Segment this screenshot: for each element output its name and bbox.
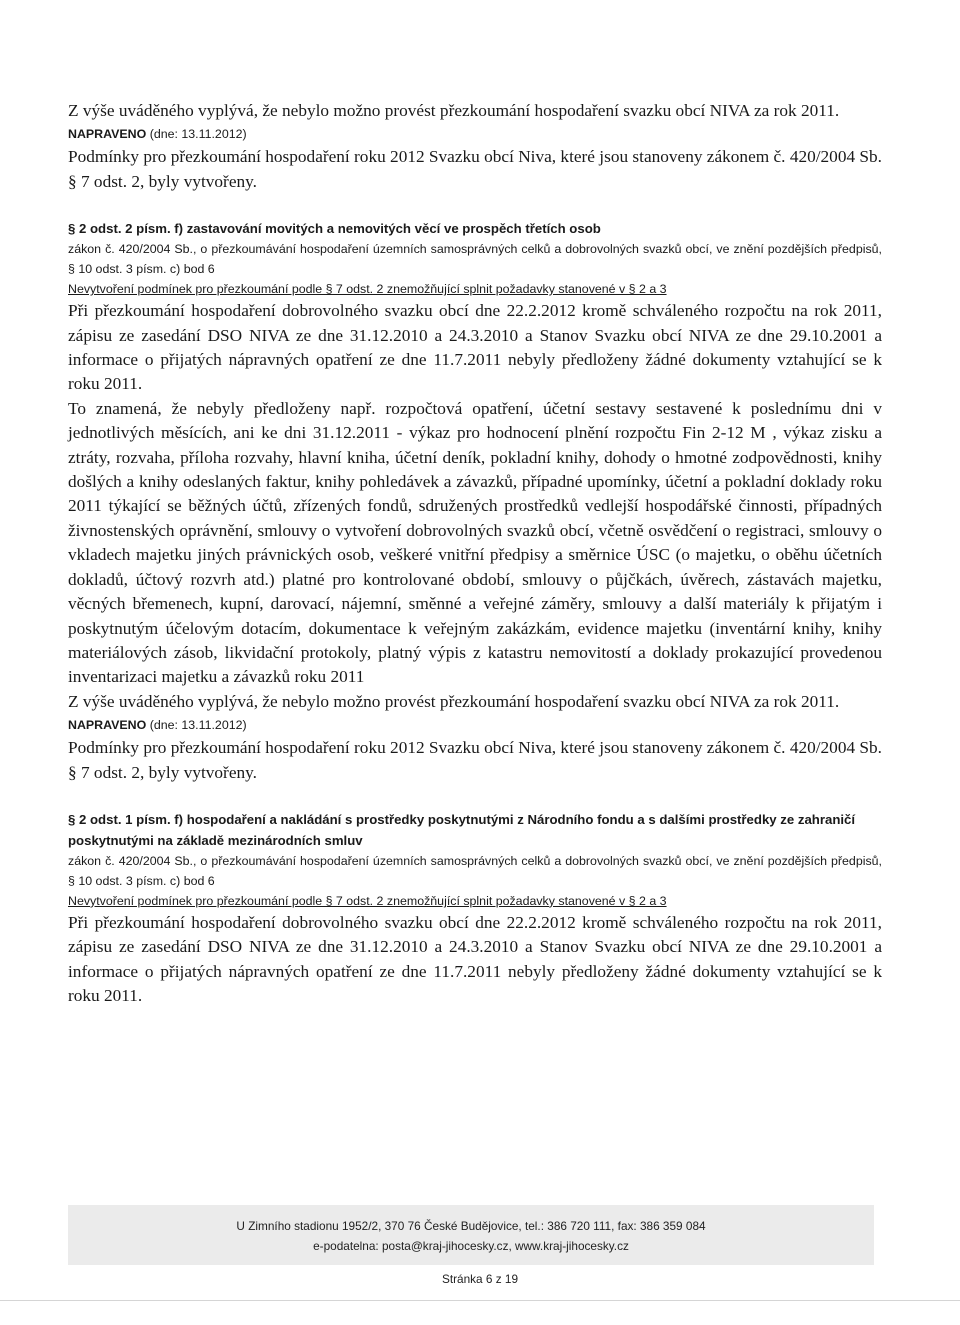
- footer-contact: e-podatelna: posta@kraj-jihocesky.cz, www.kraj-jihocesky.cz: [313, 1239, 629, 1253]
- fixed-text-paragraph: Podmínky pro přezkoumání hospodaření roku 2012 Svazku obcí Niva, které jsou stanoveny zákonem č. 420/2004 Sb. § 7 odst. 2, byly vytvořeny.: [68, 738, 882, 782]
- conclusion-paragraph: Z výše uváděného vyplývá, že nebylo možno provést přezkoumání hospodaření svazku obcí NIVA za rok 2011.: [68, 101, 840, 120]
- fixed-date: (dne: 13.11.2012): [146, 127, 247, 142]
- finding-paragraph: Při přezkoumání hospodaření dobrovolného svazku obcí dne 22.2.2012 kromě schváleného rozpočtu na rok 2011, zápisu ze zasedání DSO NIVA ze dne 31.12.2010 a 24.3.2010 a Stanov Svazku obcí NIVA ze dne 29.10.2001 a informace o přijatých nápravných opatření ze dne 11.7.2011 nebyly předloženy žádné dokumenty vztahující se k roku 2011.: [68, 301, 882, 394]
- fixed-status-line: [68, 123, 882, 145]
- page-content: [68, 99, 882, 1009]
- law-reference: zákon č. 420/2004 Sb., o přezkoumávání hospodaření územních samosprávných celků a dobrovolných svazků obcí, ve znění pozdějších předpisů, § 10 odst. 3 písm. c) bod 6: [68, 242, 882, 277]
- page-bottom-divider: [0, 1300, 960, 1301]
- section-heading: § 2 odst. 2 písm. f) zastavování movitých a nemovitých věcí ve prospěch třetích osob: [68, 221, 601, 237]
- page-number: Stránka 6 z 19: [441, 1272, 519, 1286]
- footer-address: U Zimního stadionu 1952/2, 370 76 České Budějovice, tel.: 386 720 111, fax: 386 359 084: [236, 1219, 706, 1233]
- section-heading: § 2 odst. 1 písm. f) hospodaření a nakládání s prostředky poskytnutými z Národního fondu a s dalšími prostředky ze zahraničí poskytnutými na základě mezinárodních smluv: [68, 811, 856, 848]
- finding-paragraph: Při přezkoumání hospodaření dobrovolného svazku obcí dne 22.2.2012 kromě schváleného rozpočtu na rok 2011, zápisu ze zasedání DSO NIVA ze dne 31.12.2010 a 24.3.2010 a Stanov Svazku obcí NIVA ze dne 29.10.2001 a informace o přijatých nápravných opatření ze dne 11.7.2011 nebyly předloženy žádné dokumenty vztahující se k roku 2011.: [68, 912, 882, 1006]
- finding-title: Nevytvoření podmínek pro přezkoumání podle § 7 odst. 2 znemožňující splnit požadavky stanovené v § 2 a 3: [68, 282, 667, 297]
- conclusion-paragraph: Z výše uváděného vyplývá, že nebylo možno provést přezkoumání hospodaření svazku obcí NIVA za rok 2011.: [68, 691, 840, 711]
- fixed-date: (dne: 13.11.2012): [146, 718, 247, 733]
- law-reference: zákon č. 420/2004 Sb., o přezkoumávání hospodaření územních samosprávných celků a dobrovolných svazků obcí, ve znění pozdějších předpisů, § 10 odst. 3 písm. c) bod 6: [68, 853, 882, 888]
- page-footer: [68, 1205, 874, 1265]
- fixed-label: NAPRAVENO: [68, 718, 147, 733]
- missing-documents-paragraph: To znamená, že nebyly předloženy např. rozpočtová opatření, účetní sestavy sestavené k poslednímu dni v jednotlivých měsících, ani ke dni 31.12.2011 - výkaz pro hodnocení plnění rozpočtu Fin 2-12 M , výkaz zisku a ztráty, rozvaha, příloha rozvahy, hlavní kniha, účetní deník, pokladní knihy, dohody o hmotné zodpovědnosti, knihy došlých a knihy odeslaných faktur, knihy pohledávek a závazků, případné upomínky, účetní a pokladní doklady roku 2011 týkající se běžných účtů, zřízených fondů, sdružených prostředků vedlejší hospodářské činnosti, případných živnostenských oprávnění, smlouvy o vytvoření dobrovolných svazků obcí, včetně osvědčení o registraci, smlouvy o vkladech majetku jiných právnických osob, veškeré vnitřní předpisy a směrnice ÚSC (o majetku, o oběhu účetních dokladů, účtový rozvrh atd.) platné pro kontrolované období, smlouvy o půjčkách, úvěrech, zástavách majetku, věcných břemenech, kupní, darovací, nájemní, směnné a veřejné záměry, smlouvy a další materiály k přijatým i poskytnutým účelovým dotacím, dokumentace k veřejným zakázkám, evidence majetku (inventární knihy, knihy materiálových zásob, likvidační protokoly, platný výpis z katastru nemovitostí a doklady prokazující provedenou inventarizaci majetku a závazků roku 2011: [68, 398, 882, 687]
- finding-title: Nevytvoření podmínek pro přezkoumání podle § 7 odst. 2 znemožňující splnit požadavky stanovené v § 2 a 3: [68, 893, 667, 908]
- fixed-text-paragraph: Podmínky pro přezkoumání hospodaření roku 2012 Svazku obcí Niva, které jsou stanoveny zákonem č. 420/2004 Sb. § 7 odst. 2, byly vytvořeny.: [68, 147, 882, 191]
- fixed-label: NAPRAVENO: [68, 127, 147, 142]
- fixed-status-line: [68, 714, 882, 736]
